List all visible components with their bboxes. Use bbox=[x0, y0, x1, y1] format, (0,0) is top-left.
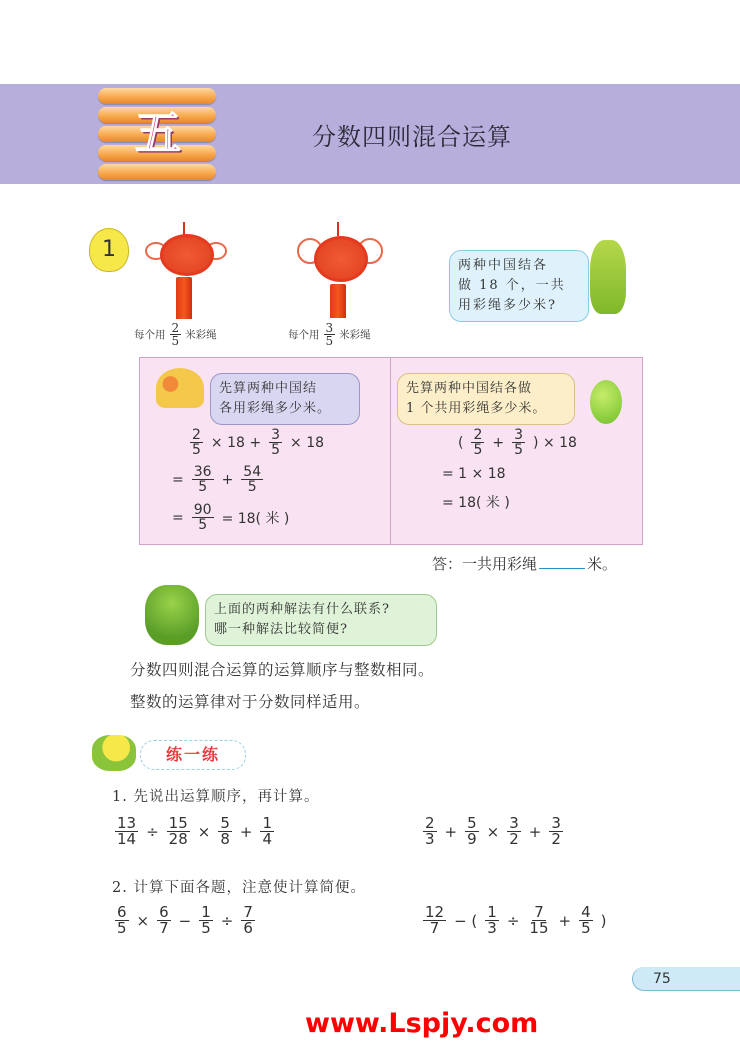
green-pepper-character bbox=[590, 380, 622, 424]
rule-text-2: 整数的运算律对于分数同样适用。 bbox=[130, 693, 371, 711]
method-left-line-2: = $\frac{36}{5}$ + $\frac{54}{5}$ bbox=[172, 464, 262, 495]
knot-caption-2: 每个用 $\frac{3}{5}$ 米彩绳 bbox=[288, 321, 371, 348]
question-speech-bubble: 两种中国结各 做 18 个，一共 用彩绳多少米? bbox=[449, 250, 589, 322]
think-speech-bubble: 上面的两种解法有什么联系? 哪一种解法比较简便? bbox=[205, 594, 437, 646]
question-1-prompt: 1. 先说出运算顺序，再计算。 bbox=[112, 789, 320, 805]
motorbike-character bbox=[92, 735, 136, 771]
question-2b-expression: $\frac{12}{7}$ − ( $\frac{1}{3}$ ÷ $\frac{7}{15}$ + $\frac{4}{5}$ ) bbox=[425, 903, 607, 937]
method-left-line-1: $\frac{2}{5}$ × 18 + $\frac{3}{5}$ × 18 bbox=[192, 427, 325, 458]
watermark-link[interactable]: www.Lspjy.com bbox=[305, 1008, 539, 1039]
question-2a-expression: $\frac{6}{5}$ × $\frac{6}{7}$ − $\frac{1}{5}$ ÷ $\frac{7}{6}$ bbox=[117, 903, 253, 937]
practice-section-tag: 练一练 bbox=[140, 740, 246, 770]
knot-caption-1: 每个用 $\frac{2}{5}$ 米彩绳 bbox=[134, 321, 217, 348]
method-right-line-1: ( $\frac{2}{5}$ + $\frac{3}{5}$ ) × 18 bbox=[458, 427, 577, 458]
answer-line: 答：一共用彩绳 米。 bbox=[432, 555, 618, 573]
chapter-number: 五 bbox=[135, 106, 181, 160]
answer-blank[interactable] bbox=[539, 568, 585, 569]
methods-divider bbox=[390, 358, 391, 544]
cabbage-character bbox=[145, 585, 199, 645]
rule-text-1: 分数四则混合运算的运算顺序与整数相同。 bbox=[130, 661, 435, 679]
method-left-line-3: = $\frac{90}{5}$ = 18( 米 ) bbox=[172, 502, 290, 533]
method-right-line-3: = 18( 米 ) bbox=[442, 495, 510, 511]
example-number-badge: 1 bbox=[89, 228, 129, 272]
chinese-knot-image-1 bbox=[149, 222, 219, 317]
method-right-bubble: 先算两种中国结各做 1 个共用彩绳多少米。 bbox=[397, 373, 575, 425]
question-1a-expression: $\frac{13}{14}$ ÷ $\frac{15}{28}$ × $\frac{5}{8}$ + $\frac{1}{4}$ bbox=[117, 814, 273, 848]
chinese-knot-image-2 bbox=[303, 222, 373, 317]
pea-pod-character bbox=[590, 240, 626, 314]
question-1b-expression: $\frac{2}{3}$ + $\frac{5}{9}$ × $\frac{3}{2}$ + $\frac{3}{2}$ bbox=[425, 814, 561, 848]
method-left-bubble: 先算两种中国结 各用彩绳多少米。 bbox=[210, 373, 360, 425]
chapter-title: 分数四则混合运算 bbox=[312, 123, 512, 151]
method-right-line-2: = 1 × 18 bbox=[442, 466, 506, 482]
question-2-prompt: 2. 计算下面各题，注意使计算简便。 bbox=[112, 880, 366, 896]
mushroom-character bbox=[156, 368, 204, 408]
page-number: 75 bbox=[632, 967, 740, 991]
